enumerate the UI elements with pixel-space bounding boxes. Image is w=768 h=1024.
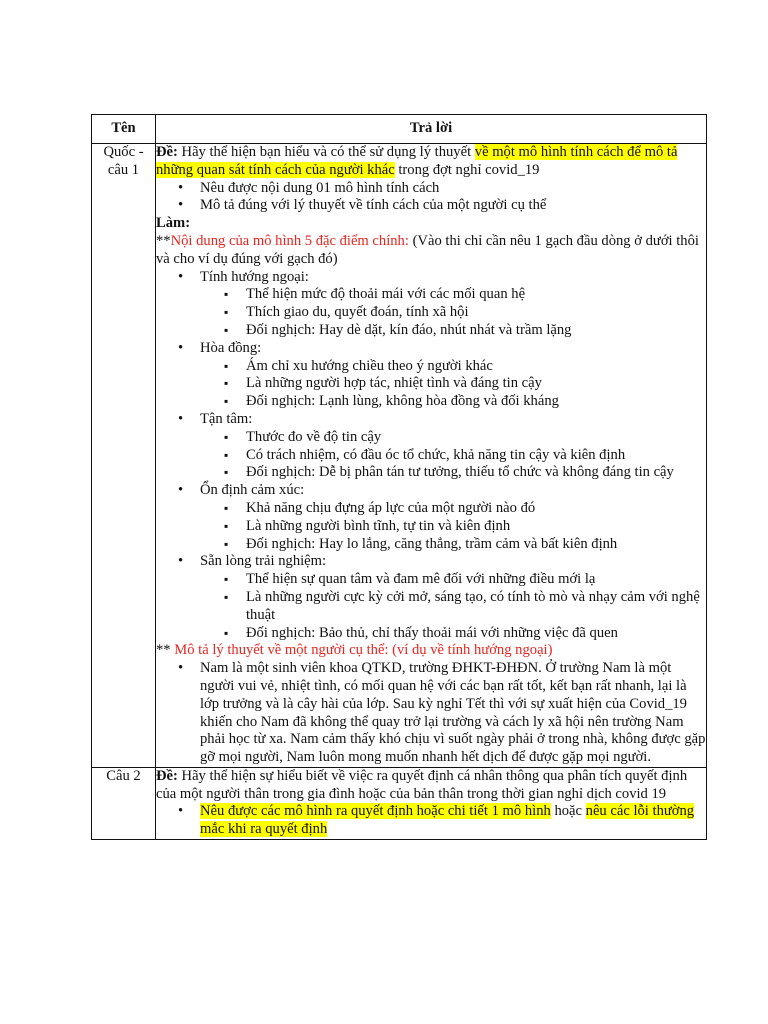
trait-details xyxy=(200,358,706,411)
q1-example-heading xyxy=(156,642,706,660)
q1-de-text-b: trong đợt nghỉ covid_19 xyxy=(394,161,540,178)
q2-de-label: Đề: xyxy=(156,767,178,784)
list-item: ▪ Khả năng chịu đựng áp lực của một người nào đó xyxy=(156,500,706,518)
q2-de-text: Hãy thể hiện sự hiểu biết về việc ra quyết định cá nhân thông qua phân tích quyết định của một người thân trong gia đình hoặc của bản thân trong thời gian nghỉ dịch covid 19 xyxy=(156,767,688,802)
q1-requirements xyxy=(156,180,706,216)
q1-example-title: Mô tả lý thuyết về một người cụ thể: (ví dụ về tính hướng ngoại) xyxy=(174,642,553,659)
list-item: ▪ Đối nghịch: Dễ bị phân tán tư tưởng, thiếu tổ chức và không đáng tin cậy xyxy=(156,464,706,482)
list-item: ▪ Đối nghịch: Hay dè dặt, kín đáo, nhút nhát và trầm lặng xyxy=(156,322,706,340)
list-item xyxy=(156,803,706,839)
table-row-q2 xyxy=(92,767,707,839)
trait-name: Tính hướng ngoại: xyxy=(200,268,309,285)
list-item: ▪ Có trách nhiệm, có đầu óc tổ chức, khả năng tin cậy và kiên định xyxy=(156,447,706,465)
header-answer: Trả lời xyxy=(156,115,707,144)
q2-prompt xyxy=(156,768,706,804)
q1-lam-label: Làm: xyxy=(156,215,191,232)
table-row-q1 xyxy=(92,144,707,768)
trait-item xyxy=(156,553,706,642)
q2-requirements xyxy=(156,803,706,839)
list-item: • Nêu được nội dung 01 mô hình tính cách xyxy=(156,180,706,198)
q2-name: Câu 2 xyxy=(92,767,156,839)
q2-req-highlight-a: Nêu được các mô hình ra quyết định hoặc chi tiết 1 mô hình xyxy=(200,803,551,820)
list-item: ▪ Thước đo về độ tin cậy xyxy=(156,429,706,447)
trait-item xyxy=(156,482,706,553)
q1-de-text-a: Hãy thể hiện bạn hiểu và có thể sử dụng lý thuyết xyxy=(177,144,475,160)
list-item: ▪ Thể hiện sự quan tâm và đam mê đối với những điều mới lạ xyxy=(156,571,706,589)
q1-example-prefix: ** xyxy=(156,642,175,659)
list-item: ▪ Là những người bình tĩnh, tự tin và kiên định xyxy=(156,518,706,536)
q1-content-heading xyxy=(156,233,706,269)
trait-name: Ổn định cảm xúc: xyxy=(200,482,305,499)
list-item: ▪ Là những người hợp tác, nhiệt tình và đáng tin cậy xyxy=(156,375,706,393)
q2-req-highlight-b: nêu các lỗi thường mắc khi ra quyết định xyxy=(200,803,695,838)
q1-prompt xyxy=(156,144,706,180)
list-item: • Nam là một sinh viên khoa QTKD, trường ĐHKT-ĐHĐN. Ở trường Nam là một người vui vẻ, nhiệt tình, có mối quan hệ với các bạn rất tốt, kết bạn rất nhanh, lại là lớp trưởng và là cây hài của lớp. Sau kỳ nghỉ Tết thì với sự xuất hiện của Covid_19 khiến cho Nam đã không thể quay trở lại trường và cách ly xã hội nên trường Nam phải học từ xa. Nam cảm thấy khó chịu vì suốt ngày phải ở trong nhà, không được gặp gỡ mọi người, Nam luôn mong muốn nhanh hết dịch để được gặp mọi người. xyxy=(156,660,706,767)
q1-example xyxy=(156,660,706,767)
q2-answer xyxy=(156,767,707,839)
trait-details xyxy=(200,286,706,339)
q1-lam xyxy=(156,215,706,233)
trait-name: Hòa đồng: xyxy=(200,339,262,356)
list-item: ▪ Là những người cực kỳ cởi mở, sáng tạo, có tính tò mò và nhạy cảm với nghệ thuật xyxy=(156,589,706,625)
trait-details xyxy=(200,429,706,482)
trait-item xyxy=(156,340,706,411)
trait-name: Tận tâm: xyxy=(200,410,253,427)
list-item: ▪ Đối nghịch: Bảo thủ, chỉ thấy thoải mái với những việc đã quen xyxy=(156,625,706,643)
q1-content-note: (Vào thi chỉ cần nêu 1 gạch đầu dòng ở dưới thôi và cho ví dụ đúng với gạch đó) xyxy=(156,232,699,267)
trait-details xyxy=(200,500,706,553)
q1-traits xyxy=(156,269,706,643)
list-item: ▪ Thích giao du, quyết đoán, tính xã hội xyxy=(156,304,706,322)
q1-de-label: Đề: xyxy=(156,144,178,160)
list-item: ▪ Ám chỉ xu hướng chiều theo ý người khác xyxy=(156,358,706,376)
list-item: ▪ Thể hiện mức độ thoải mái với các mối quan hệ xyxy=(156,286,706,304)
header-row xyxy=(92,115,707,144)
q1-de-highlight: về một mô hình tính cách để mô tả những quan sát tính cách của người khác xyxy=(156,144,678,178)
q1-content-title: Nội dung của mô hình 5 đặc điểm chính: xyxy=(170,232,409,249)
list-item: ▪ Đối nghịch: Lạnh lùng, không hòa đồng và đối kháng xyxy=(156,393,706,411)
trait-item xyxy=(156,411,706,482)
list-item: ▪ Đối nghịch: Hay lo lắng, căng thẳng, trầm cảm và bất kiên định xyxy=(156,536,706,554)
q1-content-prefix: ** xyxy=(156,232,171,249)
q1-answer xyxy=(156,144,707,768)
trait-details xyxy=(200,571,706,642)
answer-table xyxy=(91,114,707,840)
trait-item xyxy=(156,269,706,340)
list-item: • Mô tả đúng với lý thuyết về tính cách của một người cụ thể xyxy=(156,197,706,215)
q2-req-mid: hoặc xyxy=(550,803,586,820)
q1-name: Quốc - câu 1 xyxy=(92,144,156,768)
trait-name: Sẵn lòng trải nghiệm: xyxy=(200,553,327,570)
header-name: Tên xyxy=(92,115,156,144)
